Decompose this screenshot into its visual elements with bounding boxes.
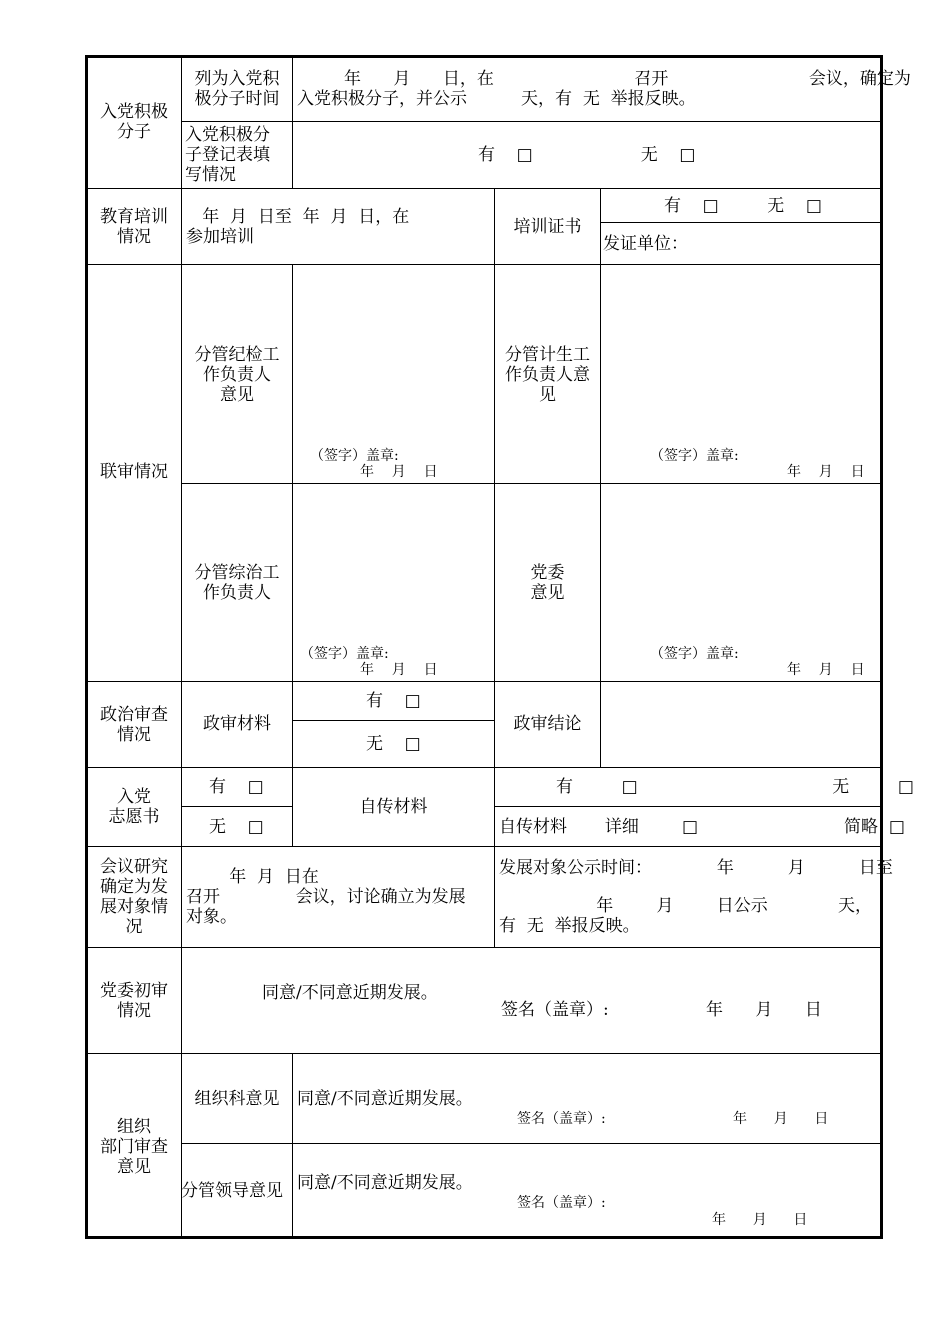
col-divider	[494, 767, 495, 948]
activist-time-text-line2: 入党积极分子，并公示 天，有 无 举报反映。	[297, 89, 696, 109]
col-divider	[292, 767, 293, 847]
autobio-detail-options[interactable]: 自传材料 详细 □ 简略 □	[499, 817, 905, 837]
row-divider	[181, 806, 293, 807]
publicity-line3: 有 无 举报反映。	[499, 916, 640, 936]
leader-label: 分管领导意见	[181, 1181, 283, 1201]
discipline-opinion-label: 分管纪检工 作负责人 意见	[194, 345, 280, 405]
committee-sign-stamp: （签字）盖章:	[650, 646, 739, 662]
family-plan-date: 年 月 日	[787, 464, 865, 480]
register-options[interactable]: 有 □ 无 □	[478, 145, 696, 165]
row-divider	[86, 681, 881, 682]
col-divider	[292, 1053, 293, 1237]
training-label: 教育培训 情况	[100, 207, 168, 247]
application-label: 入党 志愿书	[108, 787, 160, 827]
activist-time-text-line1: 年 月 日，在 召开 会议，确定为	[344, 69, 911, 89]
discipline-sign-stamp: （签字）盖章:	[310, 448, 399, 464]
issuer-label: 发证单位：	[603, 234, 688, 254]
leader-date: 年 月 日	[712, 1212, 808, 1228]
security-date: 年 月 日	[360, 662, 438, 678]
publicity-line1: 发展对象公示时间： 年 月 日至	[499, 858, 893, 878]
meeting-text: 年 月 日在 召开 会议，讨论确立为发展 对象。	[186, 867, 466, 927]
row-divider	[86, 264, 881, 265]
activist-time-label: 列为入党积 极分子时间	[194, 69, 280, 109]
autobio-options[interactable]: 有 □ 无 □	[556, 777, 914, 797]
row-divider	[181, 483, 881, 484]
row-divider	[292, 720, 495, 721]
col-divider	[600, 188, 601, 265]
org-dept-date: 年 月 日	[733, 1111, 829, 1127]
border-bottom	[85, 1236, 883, 1239]
cert-options[interactable]: 有 □ 无 □	[664, 196, 822, 216]
row-divider	[181, 1143, 881, 1144]
political-material-yes[interactable]: 有 □	[366, 691, 421, 711]
col-divider	[292, 56, 293, 189]
leader-opinion: 同意/不同意近期发展。	[297, 1173, 473, 1193]
row-divider	[86, 188, 881, 189]
border-top	[85, 55, 883, 58]
col-divider	[600, 264, 601, 768]
meeting-label: 会议研究 确定为发 展对象情 况	[100, 857, 168, 937]
cert-label: 培训证书	[513, 217, 582, 237]
political-material-no[interactable]: 无 □	[366, 734, 421, 754]
political-conclusion-label: 政审结论	[513, 714, 582, 734]
leader-sign: 签名（盖章）:	[517, 1195, 606, 1211]
org-dept-label: 组织科意见	[194, 1089, 280, 1109]
row-divider	[181, 121, 881, 122]
autobio-label: 自传材料	[359, 797, 428, 817]
col-divider	[181, 56, 182, 1237]
col-divider	[292, 264, 293, 768]
discipline-date: 年 月 日	[360, 464, 438, 480]
row-divider	[600, 222, 881, 223]
row-divider	[495, 806, 881, 807]
political-label: 政治审查 情况	[100, 705, 168, 745]
family-plan-opinion-label: 分管计生工 作负责人意 见	[505, 345, 590, 405]
security-opinion-label: 分管综治工 作负责人	[194, 563, 280, 603]
row-divider	[86, 846, 881, 847]
col-divider	[494, 188, 495, 265]
application-no[interactable]: 无 □	[209, 817, 264, 837]
application-yes[interactable]: 有 □	[209, 777, 264, 797]
row-divider	[86, 767, 881, 768]
security-sign-stamp: （签字）盖章:	[300, 646, 389, 662]
register-label: 入党积极分 子登记表填 写情况	[185, 125, 270, 185]
joint-review-label: 联审情况	[100, 462, 168, 482]
prelim-opinion: 同意/不同意近期发展。	[262, 983, 438, 1003]
org-dept-sign: 签名（盖章）:	[517, 1111, 606, 1127]
row-divider	[86, 1053, 881, 1054]
col-divider	[494, 264, 495, 768]
org-review-label: 组织 部门审查 意见	[100, 1117, 168, 1177]
committee-opinion-label: 党委 意见	[530, 563, 565, 603]
prelim-label: 党委初审 情况	[100, 981, 168, 1021]
committee-date: 年 月 日	[787, 662, 865, 678]
org-dept-opinion: 同意/不同意近期发展。	[297, 1089, 473, 1109]
row-divider	[86, 947, 881, 948]
border-right	[880, 55, 883, 1239]
activist-section-label: 入党积极 分子	[100, 102, 168, 142]
political-material-label: 政审材料	[203, 714, 271, 734]
family-plan-sign-stamp: （签字）盖章:	[650, 448, 739, 464]
training-text: 年 月 日至 年 月 日，在 参加培训	[186, 207, 410, 247]
prelim-sign: 签名（盖章）: 年 月 日	[501, 1000, 822, 1020]
publicity-line2: 年 月 日公示 天，	[499, 896, 872, 916]
